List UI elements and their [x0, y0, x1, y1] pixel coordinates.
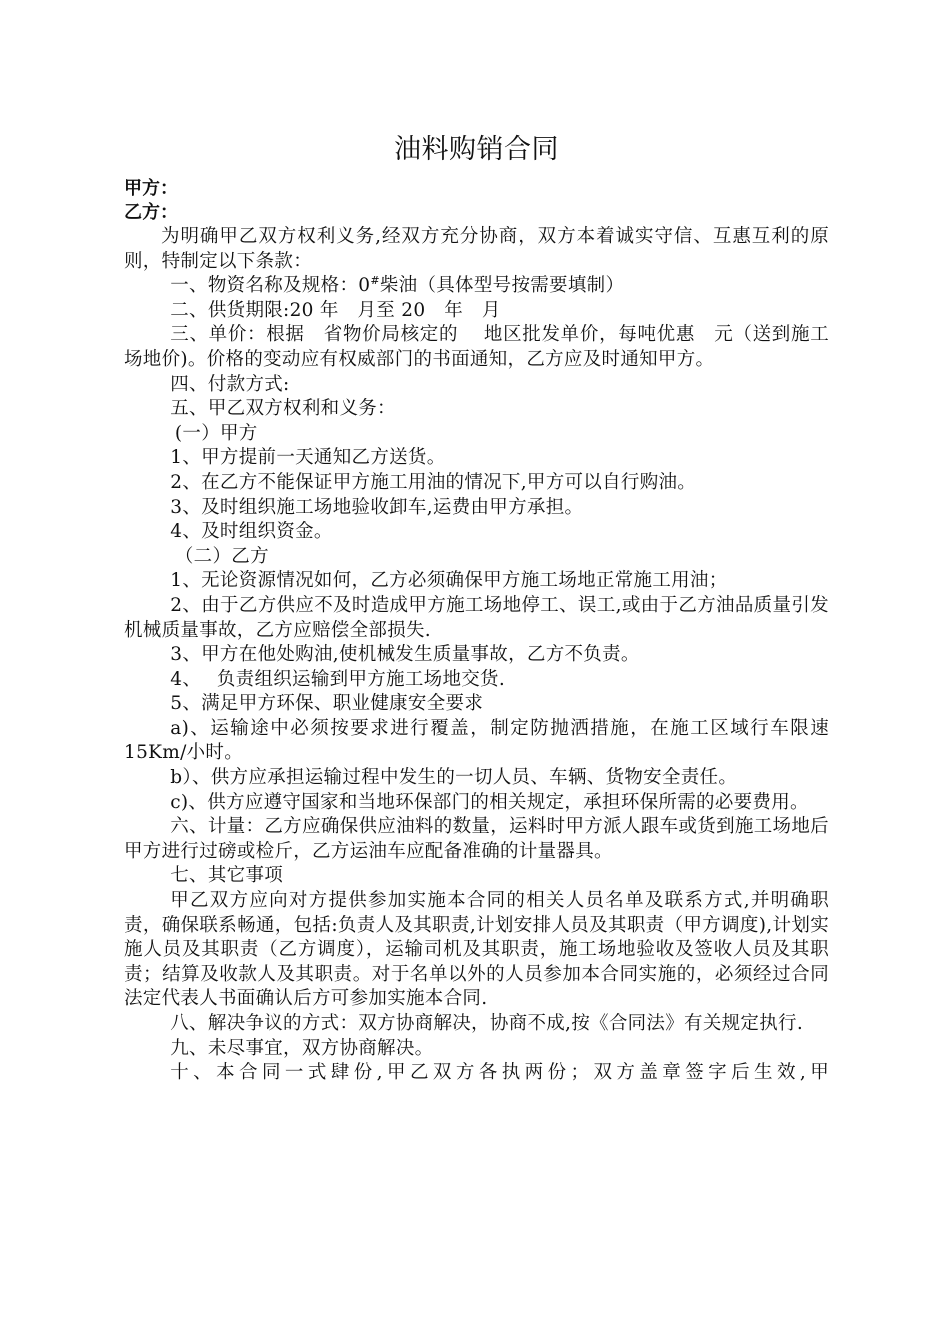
- clause-7-other: 七、其它事项: [170, 865, 284, 887]
- party-b-item-5: 5、满足甲方环保、职业健康安全要求: [170, 693, 484, 715]
- party-b-item-1: 1、无论资源情况如何，乙方必须确保甲方施工场地正常施工用油；: [170, 570, 728, 592]
- party-a-item-1: 1、甲方提前一天通知乙方送货。: [170, 447, 446, 469]
- party-b-item-4: 4、 负责组织运输到甲方施工场地交货.: [170, 668, 506, 690]
- party-b-item-2: 2、由于乙方供应不及时造成甲方施工场地停工、误工,或由于乙方油品质量引发机械质量事故，乙方应赔偿全部损失.: [124, 594, 829, 641]
- party-b-item-3: 3、甲方在他处购油,使机械发生质量事故，乙方不负责。: [170, 644, 640, 666]
- party-b-item-5b: b）、供方应承担运输过程中发生的一切人员、车辆、货物安全责任。: [170, 767, 738, 789]
- clause-8-disputes: 八、解决争议的方式：双方协商解决，协商不成,按《合同法》有关规定执行.: [170, 1013, 804, 1034]
- clause-2-supply-period: 二、供货期限:20 年 月至 20 年 月: [170, 299, 501, 321]
- grade-superscript: #: [370, 274, 380, 288]
- clause-7-body: 甲乙双方应向对方提供参加实施本合同的相关人员名单及联系方式,并明确职责，确保联系畅通，包括:负责人及其职责,计划安排人员及其职责（甲方调度),计划实施人员及其职责（乙方调度），运输司机及其职责，施工场地验收及签收人员及其职责；结算及收款人及其职责。对于名单以外的人员参加本合同实施的，必须经过合同法定代表人书面确认后方可参加实施本合同.: [124, 890, 829, 1010]
- party-b-heading: （二）乙方: [174, 545, 269, 567]
- party-b-item-5c: c)、供方应遵守国家和当地环保部门的相关规定，承担环保所需的必要费用。: [170, 791, 809, 813]
- party-a-item-2: 2、在乙方不能保证甲方施工用油的情况下,甲方可以自行购油。: [170, 471, 697, 493]
- party-a-label: 甲方：: [124, 178, 178, 199]
- clause-5-rights: 五、甲乙双方权利和义务：: [170, 398, 396, 420]
- party-b-label: 乙方：: [124, 202, 178, 223]
- clause-1-material: 一、物资名称及规格：0#柴油（具体型号按需要填制）: [170, 274, 625, 297]
- party-a-item-3: 3、及时组织施工场地验收卸车,运费由甲方承担。: [170, 496, 584, 518]
- document-title: 油料购销合同: [394, 134, 559, 165]
- contract-page: [124, 130, 829, 1086]
- clause-6-measurement: 六、计量：乙方应确保供应油料的数量，运料时甲方派人跟车或货到施工场地后甲方进行过磅或检斤，乙方运油车应配备准确的计量器具。: [124, 816, 829, 862]
- party-a-item-4: 4、及时组织资金。: [170, 521, 333, 543]
- clause-3-unit-price: 三、单价：根据 省物价局核定的 地区批发单价，每吨优惠 元（送到施工场地价)。价格的变动应有权威部门的书面通知，乙方应及时通知甲方。: [124, 324, 829, 370]
- clause-9-remaining: 九、未尽事宜，双方协商解决。: [170, 1037, 434, 1059]
- intro-paragraph: 为明确甲乙双方权利义务,经双方充分协商，双方本着诚实守信、互惠互利的原则，特制定以下条款：: [124, 226, 829, 272]
- party-b-item-5a: a)、运输途中必须按要求进行覆盖，制定防抛洒措施，在施工区域行车限速 15Km/小时。: [124, 717, 829, 764]
- clause-4-payment: 四、付款方式:: [170, 373, 290, 395]
- clause-10-copies: 十、本合同一式肆份,甲乙双方各执两份；双方盖章签字后生效,甲: [170, 1062, 829, 1084]
- party-a-heading: (一）甲方: [174, 422, 258, 444]
